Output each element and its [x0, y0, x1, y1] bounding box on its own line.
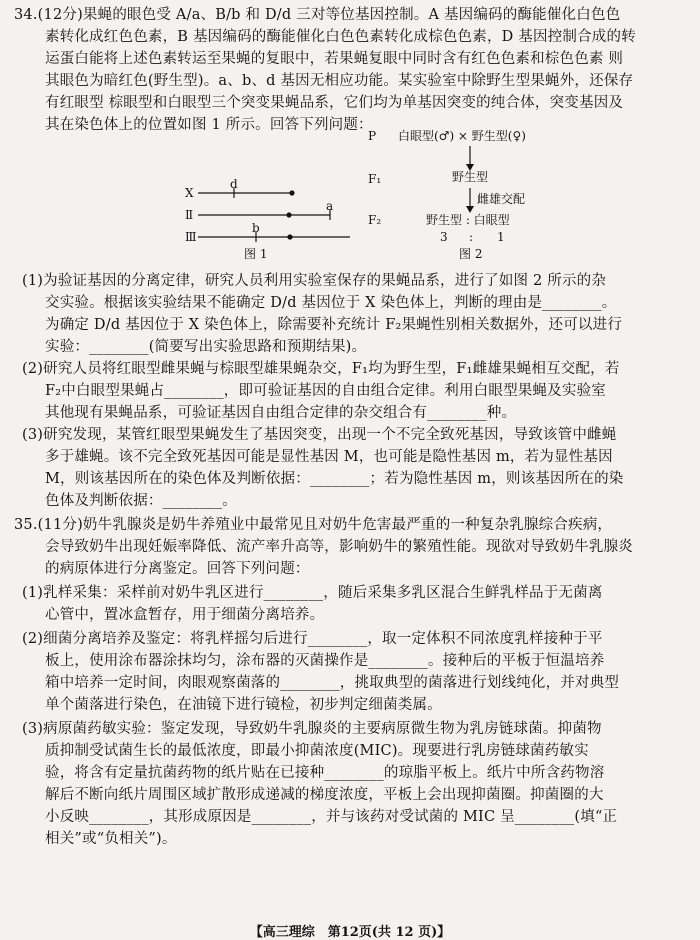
q34-sub-line: 为确定 D/d 基因位于 X 染色体上，除需要补充统计 F₂果蝇性别相关数据外，还可以进行: [45, 317, 623, 333]
q34-sub-line: F₂中白眼型果蝇占________，即可验证基因的自由组合定律。利用白眼型果蝇及实验室: [45, 383, 606, 399]
arrowhead-f1-f2: [466, 206, 474, 213]
gene-b-label: b: [252, 221, 260, 235]
q35-line: (3)病原菌药敏实验：鉴定发现，导致奶牛乳腺炎的主要病原微生物为乳房链球菌。抑菌物: [22, 721, 602, 737]
f2-text: 野生型 : 白眼型: [426, 213, 510, 227]
q35-line: 35.(11分)奶牛乳腺炎是奶牛养殖业中最常见且对奶牛危害最严重的一种复杂乳腺综合疾病，: [14, 517, 613, 533]
q34-line: 34.(12分)果蝇的眼色受 A/a、B/b 和 D/d 三对等位基因控制。A 基因编码的酶能催化白色色: [14, 7, 621, 23]
ratio-left: 3: [440, 230, 448, 244]
q34-sub-line: 多于雄蝇。该不完全致死基因可能是显性基因 M，也可能是隐性基因 m，若为显性基因: [45, 449, 613, 465]
page-footer: 【高三理综 第12页(共 12 页)】: [249, 925, 451, 940]
figure-2-caption: 图 2: [459, 247, 483, 261]
chromosome-label-3: Ⅲ: [185, 230, 197, 244]
q35-line: 板上，使用涂布器涂抹均匀，涂布器的灭菌操作是________。接种后的平板于恒温培养: [45, 653, 605, 669]
generation-p-label: P: [368, 129, 377, 143]
figure-1-caption: 图 1: [244, 247, 268, 261]
q34-sub-line: 实验：________(简要写出实验思路和预期结果)。: [45, 339, 367, 355]
generation-f2-label: F₂: [368, 213, 382, 227]
gene-d-label: d: [230, 177, 238, 191]
q35-line: (1)乳样采集：采样前对奶牛乳区进行________，随后采集多乳区混合生鲜乳样品于无菌离: [22, 585, 603, 601]
q34-sub-line: (1)为验证基因的分离定律，研究人员利用实验室保存的果蝇品系，进行了如图 2 所示的杂: [22, 273, 607, 289]
gene-a-label: a: [326, 199, 334, 213]
centromere-x: [289, 190, 294, 195]
q34-sub-line: M，则该基因所在的染色体及判断依据：________；若为隐性基因 m，则该基因所在的染: [45, 471, 624, 487]
q34-sub-line: (3)研究发现，某管红眼型果蝇发生了基因突变，出现一个不完全致死基因，导致该管中雌蝇: [22, 427, 617, 443]
centromere-3: [287, 234, 292, 239]
q35-line: 箱中培养一定时间，肉眼观察菌落的________，挑取典型的菌落进行划线纯化，并对典型: [45, 675, 620, 691]
figures: [0, 0, 700, 300]
q34-sub-line: 交实验。根据该实验结果不能确定 D/d 基因位于 X 染色体上，判断的理由是________。: [45, 295, 617, 311]
centromere-2: [286, 212, 291, 217]
q34-line: 有红眼型 棕眼型和白眼型三个突变果蝇品系，它们均为单基因突变的纯合体，突变基因及: [45, 95, 624, 111]
generation-f1-label: F₁: [368, 172, 382, 186]
q35-line: 验，将含有定量抗菌药物的纸片贴在已接种________的琼脂平板上。纸片中所含药物溶: [45, 765, 605, 781]
ratio-separator: :: [469, 230, 474, 244]
q34-line: 素转化成红色色素，B 基因编码的酶能催化白色色素转化成棕色色素，D 基因控制合成的转: [45, 29, 636, 45]
figure-1-chromosomes: [185, 177, 350, 261]
ratio-right: 1: [497, 230, 505, 244]
f1-text: 野生型: [452, 170, 489, 184]
q34-line: 其眼色为暗红色(野生型)。a、b、d 基因无相应功能。某实验室中除野生型果蝇外，还保存: [45, 73, 634, 89]
q34-line: 运蛋白能将上述色素转运至果蝇的复眼中，若果蝇复眼中同时含有红色色素和棕色色素 则: [45, 51, 624, 67]
chromosome-label-x: X: [185, 186, 194, 200]
q35-line: 会导致奶牛出现妊娠率降低、流产率升高等，影响奶牛的繁殖性能。现欲对导致奶牛乳腺炎: [45, 539, 633, 555]
q35-line: 解后不断向纸片周围区域扩散形成递减的梯度浓度，平板上会出现抑菌圈。抑菌圈的大: [45, 787, 604, 803]
mating-label: 雌雄交配: [477, 192, 526, 206]
figure-2-cross: [368, 128, 526, 261]
q35-line: 的病原体进行分离鉴定。回答下列问题：: [45, 561, 310, 577]
q35-line: 心管中，置冰盒暂存，用于细菌分离培养。: [45, 607, 325, 623]
q35-line: 相关”或“负相关”)。: [45, 831, 177, 847]
q34-sub-line: (2)研究人员将红眼型雌果蝇与棕眼型雄果蝇杂交，F₁均为野生型，F₁雌雄果蝇相互交配，若: [22, 361, 620, 377]
q35-line: (2)细菌分离培养及鉴定：将乳样摇匀后进行________，取一定体积不同浓度乳样接种于平: [22, 631, 603, 647]
q35-line: 单个菌落进行染色，在油镜下进行镜检，初步判定细菌类属。: [45, 697, 442, 713]
q35-line: 小反映________，其形成原因是________，并与该药对受试菌的 MIC 呈________(填“正: [45, 809, 618, 825]
q34-sub-line: 色体及判断依据：________。: [45, 493, 237, 509]
p-cross-text: 白眼型(♂) × 野生型(♀): [398, 129, 526, 143]
chromosome-label-2: Ⅱ: [185, 208, 194, 222]
q35-line: 质抑制受试菌生长的最低浓度，即最小抑菌浓度(MIC)。现要进行乳房链球菌药敏实: [45, 743, 589, 759]
q34-line: 其在染色体上的位置如图 1 所示。回答下列问题：: [45, 117, 373, 133]
q34-sub-line: 其他现有果蝇品系，可验证基因自由组合定律的杂交组合有________种。: [45, 405, 517, 421]
